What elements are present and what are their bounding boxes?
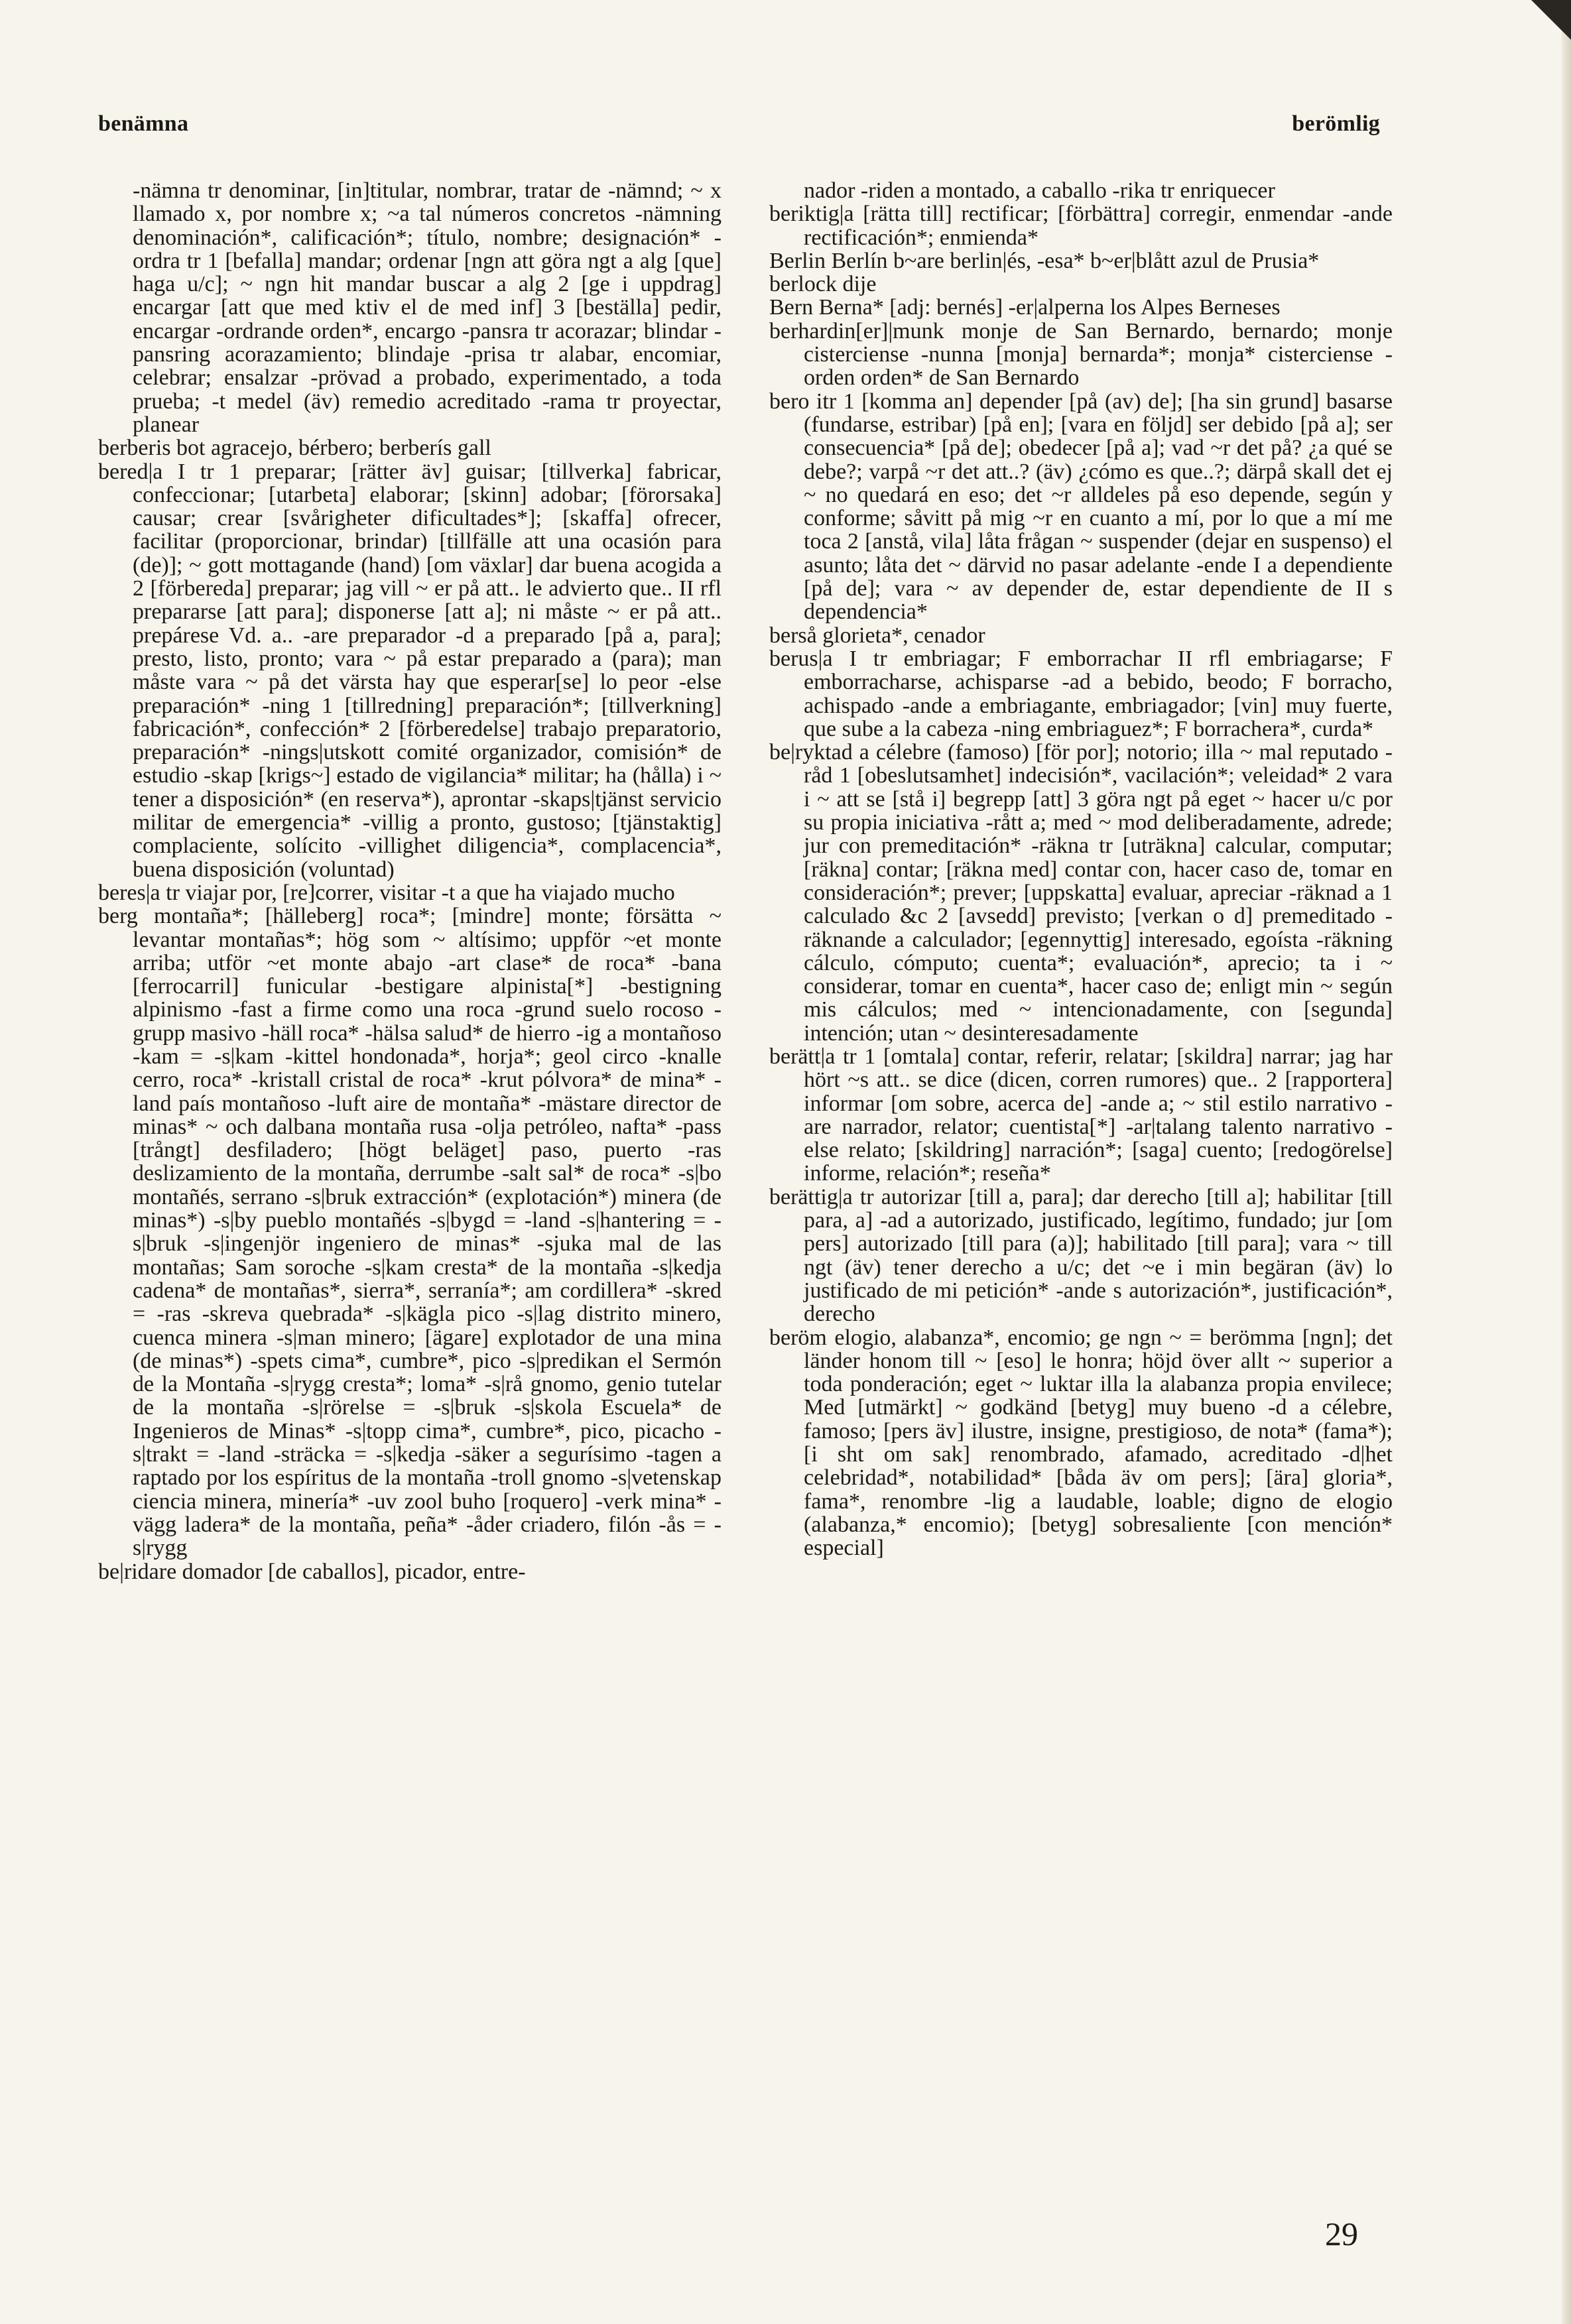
- dictionary-entry: bered|a I tr 1 preparar; [rätter äv] guisar; [tillverka] fabricar, confeccionar; [utarbeta] elaborar; [skinn] adobar; [förorsaka] causar; crear [svårigheter dificultades*]; [skaffa] ofrecer, facilitar (proporcionar, brindar) [tillfälle att una ocasión para (de)]; ~ gott mottagande (hand) [om växlar] dar buena acogida a 2 [förbereda] preparar; jag vill ~ er på att.. le advierto que.. II rfl prepararse [att para]; disponerse [att a]; ni måste ~ er på att.. prepárese Vd. a.. -are preparador -d a preparado [på a, para]; presto, listo, pronto; vara ~ på estar preparado a (para); man måste vara ~ på det värsta hay que esperar[se] lo peor -else preparación* -ning 1 [tillredning] preparación*; [tillverkning] fabricación*, confección* 2 [förberedelse] trabajo preparatorio, preparación* -nings|utskott comité organizador, comisión* de estudio -skap [krigs~] estado de vigilancia* militar; ha (hålla) i ~ tener a disposición* (en reserva*), aprontar -skaps|tjänst servicio militar de emergencia* -villig a pronto, gustoso; [tjänstaktig] complaciente, solícito -villighet diligencia*, complacencia*, buena disposición (voluntad): [98, 459, 722, 882]
- dictionary-entry: nador -riden a montado, a caballo -rika tr enriquecer: [804, 178, 1275, 203]
- dictionary-entry: berätt|a tr 1 [omtala] contar, referir, relatar; [skildra] narrar; jag har hört ~s att.. se dice (dicen, corren rumores) que.. 2 [rapportera] informar [om sobre, acerca de] -ande a; ~ stil estilo narrativo -are narrador, relator; cuentista[*] -ar|talang talento narrativo -else relato; [skildring] narración*; [saga] cuento; [redogörelse] informe, relación*; reseña*: [769, 1044, 1393, 1186]
- running-head-left: benämna: [98, 111, 189, 136]
- dictionary-entry: Berlin Berlín b~are berlin|és, -esa* b~er|blått azul de Prusia*: [769, 248, 1320, 273]
- dictionary-entry: berättig|a tr autorizar [till a, para]; dar derecho [till a]; habilitar [till para, a] -ad a autorizado, justificado, legítimo, fundado; jur [om pers] autorizado [till para (a)]; habilitado [till para]; vara ~ till ngt (äv) tener derecho a u/c; det ~e i min begäran (äv) lo justificado de mi petición* -ande s autorización*, justificación*, derecho: [769, 1184, 1393, 1327]
- page-corner: [1531, 0, 1571, 40]
- running-head-right: berömlig: [1292, 111, 1380, 136]
- dictionary-entry: beres|a tr viajar por, [re]correr, visitar -t a que ha viajado mucho: [98, 880, 675, 905]
- dictionary-entry: be|ridare domador [de caballos], picador, entre-: [98, 1559, 526, 1584]
- page-edge: [1562, 0, 1571, 2324]
- dictionary-entry: -nämna tr denominar, [in]titular, nombrar, tratar de -nämnd; ~ x llamado x, por nombre x; ~a tal números concretos -nämning denominación*, calificación*; título, nombre; designación* -ordra tr 1 [befalla] mandar; ordenar [ngn att göra ngt a alg [que] haga u/c]; ~ ngn hit mandar buscar a alg 2 [ge i uppdrag] encargar [att que med ktiv el de med inf] 3 [beställa] pedir, encargar -ordrande orden*, encargo -pansra tr acorazar; blindar -pansring acorazamiento; blindaje -prisa tr alabar, encomiar, celebrar; ensalzar -prövad a probado, experimentado, a toda prueba; -t medel (äv) remedio acreditado -rama tr proyectar, planear: [133, 178, 722, 437]
- dictionary-entry: berg montaña*; [hälleberg] roca*; [mindre] monte; försätta ~ levantar montañas*; hög som ~ altísimo; uppför ~et monte arriba; utför ~et monte abajo -art clase* de roca* -bana [ferrocarril] funicular -bestigare alpinista[*] -bestigning alpinismo -fast a firme como una roca -grund suelo rocoso -grupp masivo -häll roca* -hälsa salud* de hierro -ig a montañoso -kam = -s|kam -kittel hondonada*, horja*; geol circo -knalle cerro, roca* -kristall cristal de roca* -krut pólvora* de mina* -land país montañoso -luft aire de montaña* -mästare director de minas* ~ och dalbana montaña rusa -olja petróleo, nafta* -pass [trångt] desfiladero; [högt beläget] paso, puerto -ras deslizamiento de la montaña, derrumbe -salt sal* de roca* -s|bo montañés, serrano -s|bruk extracción* (explotación*) minera (de minas*) -s|by pueblo montañés -s|bygd = -land -s|hantering = -s|bruk -s|ingenjör ingeniero de minas* -sjuka mal de las montañas; Sam soroche -s|kam cresta* de la montaña -s|kedja cadena* de montañas*, sierra*, serranía*; am cordillera* -skred = -ras -skreva quebrada* -s|kägla pico -s|lag distrito minero, cuenca minera -s|man minero; [ägare] explotador de una mina (de minas*) -spets cima*, cumbre*, pico -s|predikan el Sermón de la Montaña -s|rygg cresta*; loma* -s|rå gnomo, genio tutelar de la montaña -s|rörelse = -s|bruk -s|skola Escuela* de Ingenieros de Minas* -s|topp cima*, cumbre*, pico, picacho -s|trakt = -land -sträcka = -s|kedja -säker a segurísimo -tagen a raptado por los espíritus de la montaña -troll gnomo -s|vetenskap ciencia minera, minería* -uv zool buho [roquero] -verk mina* -vägg ladera* de la montaña, peña* -åder criadero, filón -ås = -s|rygg: [98, 904, 722, 1561]
- dictionary-entry: Bern Berna* [adj: bernés] -er|alperna los Alpes Berneses: [769, 295, 1281, 320]
- right-column: [769, 179, 1393, 2268]
- dictionary-entry: berhardin[er]|munk monje de San Bernardo, bernardo; monje cisterciense -nunna [monja] bernarda*; monja* cisterciense -orden orden* de San Bernardo: [769, 318, 1393, 391]
- dictionary-entry: be|ryktad a célebre (famoso) [för por]; notorio; illa ~ mal reputado -råd 1 [obeslutsamhet] indecisión*, vacilación*; veleidad* 2 vara i ~ att se [stå i] begrepp [att] 3 göra ngt på eget ~ hacer u/c por su propia iniciativa -rått a; med ~ mod deliberadamente, adrede; jur con premeditación* -räkna tr [uträkna] calcular, computar; [räkna] contar; [räkna med] contar con, hacer caso de, tomar en consideración*; prever; [uppskatta] evaluar, apreciar -räknad a 1 calculado &c 2 [avsedd] previsto; [verkan o d] premeditado -räknande a calculador; [egennyttig] interesado, egoísta -räkning cálculo, cómputo; cuenta*; evaluación*, aprecio; ta i ~ considerar, tomar en cuenta*, hacer caso de; enligt min ~ según mis cálculos; med ~ intencionadamente, con [segunda] intención; utan ~ desinteresadamente: [769, 740, 1393, 1046]
- dictionary-entry: berlock dije: [769, 272, 877, 297]
- dictionary-entry: berså glorieta*, cenador: [769, 623, 985, 648]
- dictionary-entry: bero itr 1 [komma an] depender [på (av) de]; [ha sin grund] basarse (fundarse, estribar) [på en]; [vara en följd] ser debido [på a]; ser consecuencia* [på de]; obedecer [på a]; vad ~r det på? ¿a qué se debe?; varpå ~r det att..? (äv) ¿cómo es que..?; därpå skall det ej ~ no quedará en eso; det ~r alldeles på eso depende, según y conforme; såvitt på mig ~r en cuanto a mí, por lo que a mí me toca 2 [anstå, vila] låta frågan ~ suspender (dejar en suspenso) el asunto; låta det ~ därvid no pasar adelante -ende I a dependiente [på de]; vara ~ av depender de, estar dependiente de II s dependencia*: [769, 389, 1393, 625]
- left-column: [98, 179, 722, 2288]
- page-number: 29: [1325, 2215, 1358, 2252]
- dictionary-entry: beriktig|a [rätta till] rectificar; [förbättra] corregir, enmendar -ande rectificación*; enmienda*: [769, 202, 1393, 250]
- dictionary-entry: beröm elogio, alabanza*, encomio; ge ngn ~ = berömma [ngn]; det länder honom till ~ [eso] le honra; höjd över allt ~ superior a toda ponderación; eget ~ luktar illa la alabanza propia envilece; Med [utmärkt] ~ godkänd [betyg] muy bueno -d a célebre, famoso; [pers äv] ilustre, insigne, prestigioso, de nota* (fama*); [i sht om sak] renombrado, afamado, acreditado -d|het celebridad*, notabilidad* [båda äv om pers]; [ära] gloria*, fama*, renombre -lig a laudable, loable; digno de elogio (alabanza,* encomio); [betyg] sobresaliente [con mención* especial]: [769, 1325, 1393, 1561]
- dictionary-entry: berberis bot agracejo, bérbero; berberís gall: [98, 436, 491, 461]
- dictionary-entry: berus|a I tr embriagar; F emborrachar II rfl embriagarse; F emborracharse, achisparse -ad a bebido, beodo; F borracho, achispado -ande a embriagante, embriagador; [vin] muy fuerte, que sube a la cabeza -ning embriaguez*; F borrachera*, curda*: [769, 646, 1393, 741]
